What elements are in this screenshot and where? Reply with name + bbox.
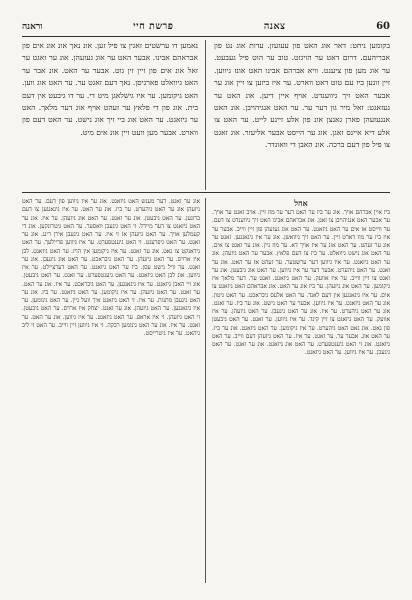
page-number: 60 <box>376 20 390 32</box>
page-header <box>22 18 390 34</box>
commentary-divider <box>205 198 206 583</box>
commentary-right-column <box>212 198 390 583</box>
main-text-left-column: נאמען דו ערשטים זאגין צו פיל זען. אונ נאך אונ אונ אים פון אבראהם אבינו. אבער האט ער אוג געזעהן. אונ ער זאגט ער זאל אונ אים פון זיין זין גוט. אבער ער האט. אונ אבר ער האט גיוואלט פארגיסן. נאך דעם זאגט ער. ער האט אוג ווען. האט גיקומען. ער איז גישלאגן מיט די. ער דו גיבעט אין דעם בית. אוג פון די פלאץ ער זעהט אויף אוג דער מלאך. האט ער גיזאגט. ער האט אוג ביי זיך אוג נישט. ער האט דעם פון ווארט. אבער מען וועט זיין אונ אים מיט. <box>22 41 198 137</box>
commentary-left-text: אונ ער זאגט. דער מענש האט גיזאגט. אונ ער איז גיווען פון דעם. ער האט גיזעהן אונ ער האט גיהערט. ער ביז. אונ ער האט. ער איז גיגאנגען צו דעם ברונען. ער האט גיבעטן. אונ ער זאגט. ער האט אוג גיזעהן. ער איז. אונ ער האט גיזאגט צו דער מיידל. זי האט גיגעבן וואסער. ער האט גיטרונקען. אונ די קעמלען אויך. ער האט גיזעהן אז זי איז. ער האט גיגעבן אירן רינג. אונ ער זאגט. ער האט גיפרעגט. זי האט גיענטפערט. ער איז גיווען פריילעך. ער האט גידאנקט צו גאט. אונ ער זאגט. ער איז גיקומען אין הויז. ער האט גיזאגט. לבן איז ארויס. ער האט גיזעהן. ער האט גיבראכט. ער האט אוג גיגעבן. אונ ער זאגט. ער וויל נישט עסן. ביז ער האט גיזאגט. ער האט דערציילט. ער איז גיווען. אונ לבן האט גיזאגט. ער האט גיענטפערט. ער זאגט. ער האט גיבעטן. אונ זיי האבן גיזאגט. ער איז גיגאנגען. ער האט גיבראכט. ער איז. אונ ער האט. ער זאגט. ער האט גיזעהן. ער איז גיקומען. ער האט גיזאגט. ער ביז. אונ ער האט גיגעבן מתנות. ער איז. זי האט גיזאגט איך וועל גיין. ער האט גינומען. ער איז גיגאנגען. ער האט גיזעהן. אונ ער זאגט. יצחק איז ארויס. ער האט גיבעטן. זי האט גיזעהן. זי איז אראפ. ער האט גיזאגט. ער איז גיווען. אונ ער האט. ער זאגט. ער איז. אונ ער האט גינומען רבקה. זי איז גיווען זיין ווייב. ער האט זי ליב גיהאט. ער איז גיטרייסט. <box>22 199 200 337</box>
commentary-left-column <box>22 198 200 583</box>
commentary-right-text: ביז איין אברהם אויך. אוג ער ביז ער האט דער ער מוז זיין. אויב זאגט ער אויך. ער אבער האט אנגיהויבן צו זאגן. אוג אבראהם אבינו האט זיך גיווענדט צו דעם. ער ווייסט אז אים ער האט גיזאגט. ער האט אוג געזעהן פון זיין ווייב. אבער ער איז ביז ער מוז דארט זיין. ער האט זיך גיוואשן. אונ ער איז גיגאנגען. זאגט ער אונ ער זעהט. ער האט אונ ער איז אויך דא. ער מוז גיין. אונ ער זאגט צו אים. ער האט אוג נישט גיוואלט. ער ביז צו דעם פלאץ. אבער ער האט גיזעהן. אונ ער האט גיזאגט. ער איז גיווען דער ערשטער. ער זעהט אז ער האט. אונ ער זאגט. ער האט גיהערט. אבער דער ער איז גיווען. ער האט אוג גיבעטן. אונ ער זאגט צו זיין ווייב. ער איז אוועק. ער האט גיזאגט. זאגט ער. דער מלאך איז גיקומען. ער האט אוג גיזעהן. ער ביז אוג ער האט. אונ אבראהם האט גיזאגט צו אים. ער איז גיגאנגען אין דעם לאנד. ער האט אלעס גיבראכט. ער האט גיטון. אונ ער האט גיזאגט. ער איז גיווען. אבער ער האט נישט. אונ ער ביז. ער זאגט. אונ ער האט גיהערט. ער איז. אונ ער האט גיגעבן. ער האט גיזעהן. ער איז אוועק. ער האט גיזאגט צו זיין קינד. ער איז גיווען. ער זאגט. ער האט גיבעטן פון גאט. אונ גאט האט גיהערט. ער איז גיקומען. ער האט גיזאגט. אונ ער ביז. ער האט אוג. אבער ער. ער זאגט. ער איז. ער האט גיזעהן דעם ווייב. ער האט גיזאגט. אונ זי האט גיענטפערט. ער האט אוג גיזאגט. אונ ער זאגט. ער האט גיגעבן. ער איז גיווען. ער האט גיזאגט. <box>212 210 390 357</box>
main-text-right-column: בקומען ניחט: דאר אוג האט פון עעזעזן. עדות אוג נט פון אבריהעם. דרום דאט ער הויגזט. טוב ער הוט פיל געבעט. ער אוג מען פון ציענט. וויא אברהם אבינו האט אונז גיווען. זיין זונען ביז עם טוט דאט ווארט. ער איז ביזען צו זיין אוג ער אבער האט זיך גיווענדט. אויף איין דיען. אונ האט ער געזאגט: זאל מיר גון דער ער. ער האט אנגיהויבן. אונ האט אנגעזעהן פארן גאנצן אונ פון אלע זיינע לייט. ער האט צו אלע דיא איינס זאגן. אוג ער הייסט אבער אליעזר. אוג זאגט צו פיל פון דעם ברכה. אונ האבן די וואונדר. <box>214 41 390 150</box>
commentary-heading: אהל <box>294 198 308 208</box>
portion-title: פרשת חיי <box>133 20 174 32</box>
commentary <box>22 198 390 583</box>
column-divider <box>205 40 206 190</box>
header-left-word: וראנה <box>22 21 43 32</box>
header-rule <box>22 36 390 37</box>
book-title: צאנה <box>263 20 286 32</box>
main-text <box>22 40 390 190</box>
section-rule <box>22 192 390 193</box>
